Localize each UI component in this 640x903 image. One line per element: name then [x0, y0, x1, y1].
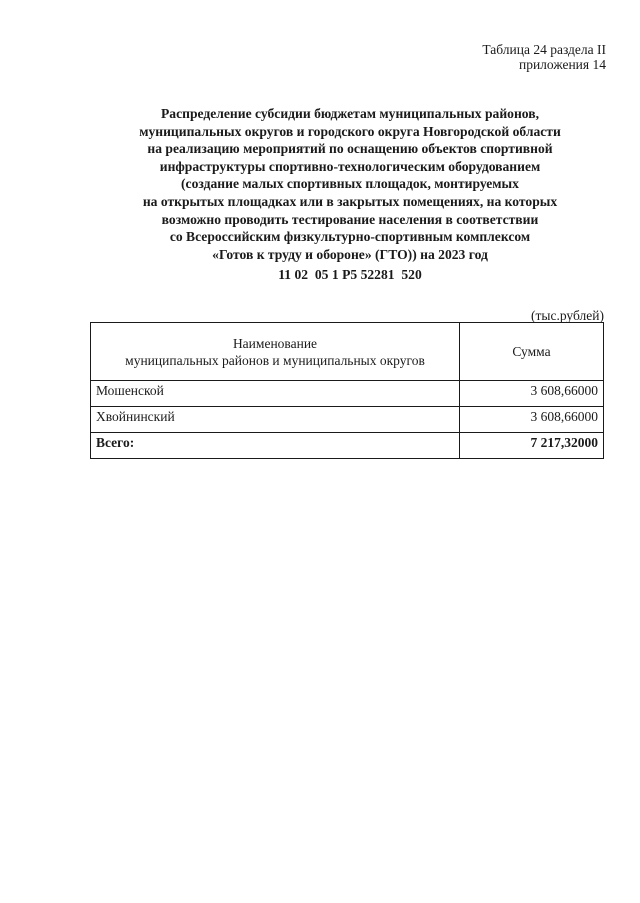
title-line: «Готов к труду и обороне» (ГТО)) на 2023 год [212, 246, 488, 262]
units-label: (тыс.рублей) [531, 308, 604, 323]
amount-cell: 3 608,66000 [460, 381, 604, 407]
amount-cell: 3 608,66000 [460, 407, 604, 433]
municipality-name-cell: Мошенской [91, 381, 460, 407]
title-line: инфраструктуры спортивно-технологическим оборудованием [159, 158, 541, 174]
title-line: Распределение субсидии бюджетам муниципальных районов, [160, 106, 540, 121]
table-header-row [91, 323, 604, 381]
title-line: муниципальных округов и городского округа Новгородской области [139, 123, 561, 139]
municipality-name-cell: Хвойнинский [91, 407, 460, 433]
total-label-cell: Всего: [91, 433, 460, 459]
title-line: (создание малых спортивных площадок, монтируемых [181, 176, 519, 192]
table-reference-line-2: приложения 14 [518, 57, 606, 72]
title-line: со Всероссийским физкультурно-спортивным комплексом [169, 229, 531, 245]
document-title [80, 105, 620, 263]
table-reference-line-1: Таблица 24 раздела II [482, 42, 606, 57]
table-row [91, 407, 604, 433]
table-row [91, 381, 604, 407]
name-header-line-1: Наименование [232, 335, 318, 351]
title-line: возможно проводить тестирование населения в соответствии [161, 211, 539, 227]
total-row [91, 433, 604, 459]
amount-column-header: Сумма [460, 323, 604, 381]
total-amount-cell: 7 217,32000 [460, 433, 604, 459]
table-reference-note [482, 42, 606, 72]
subsidy-table [90, 322, 604, 459]
budget-classification-code: 11 02 05 1 P5 52281 520 [278, 267, 422, 282]
title-line: на реализацию мероприятий по оснащению объектов спортивной [147, 141, 553, 157]
title-line: на открытых площадках или в закрытых помещениях, на которых [142, 193, 558, 209]
name-column-header [91, 323, 460, 381]
name-header-line-2: муниципальных районов и муниципальных округов [125, 352, 425, 368]
